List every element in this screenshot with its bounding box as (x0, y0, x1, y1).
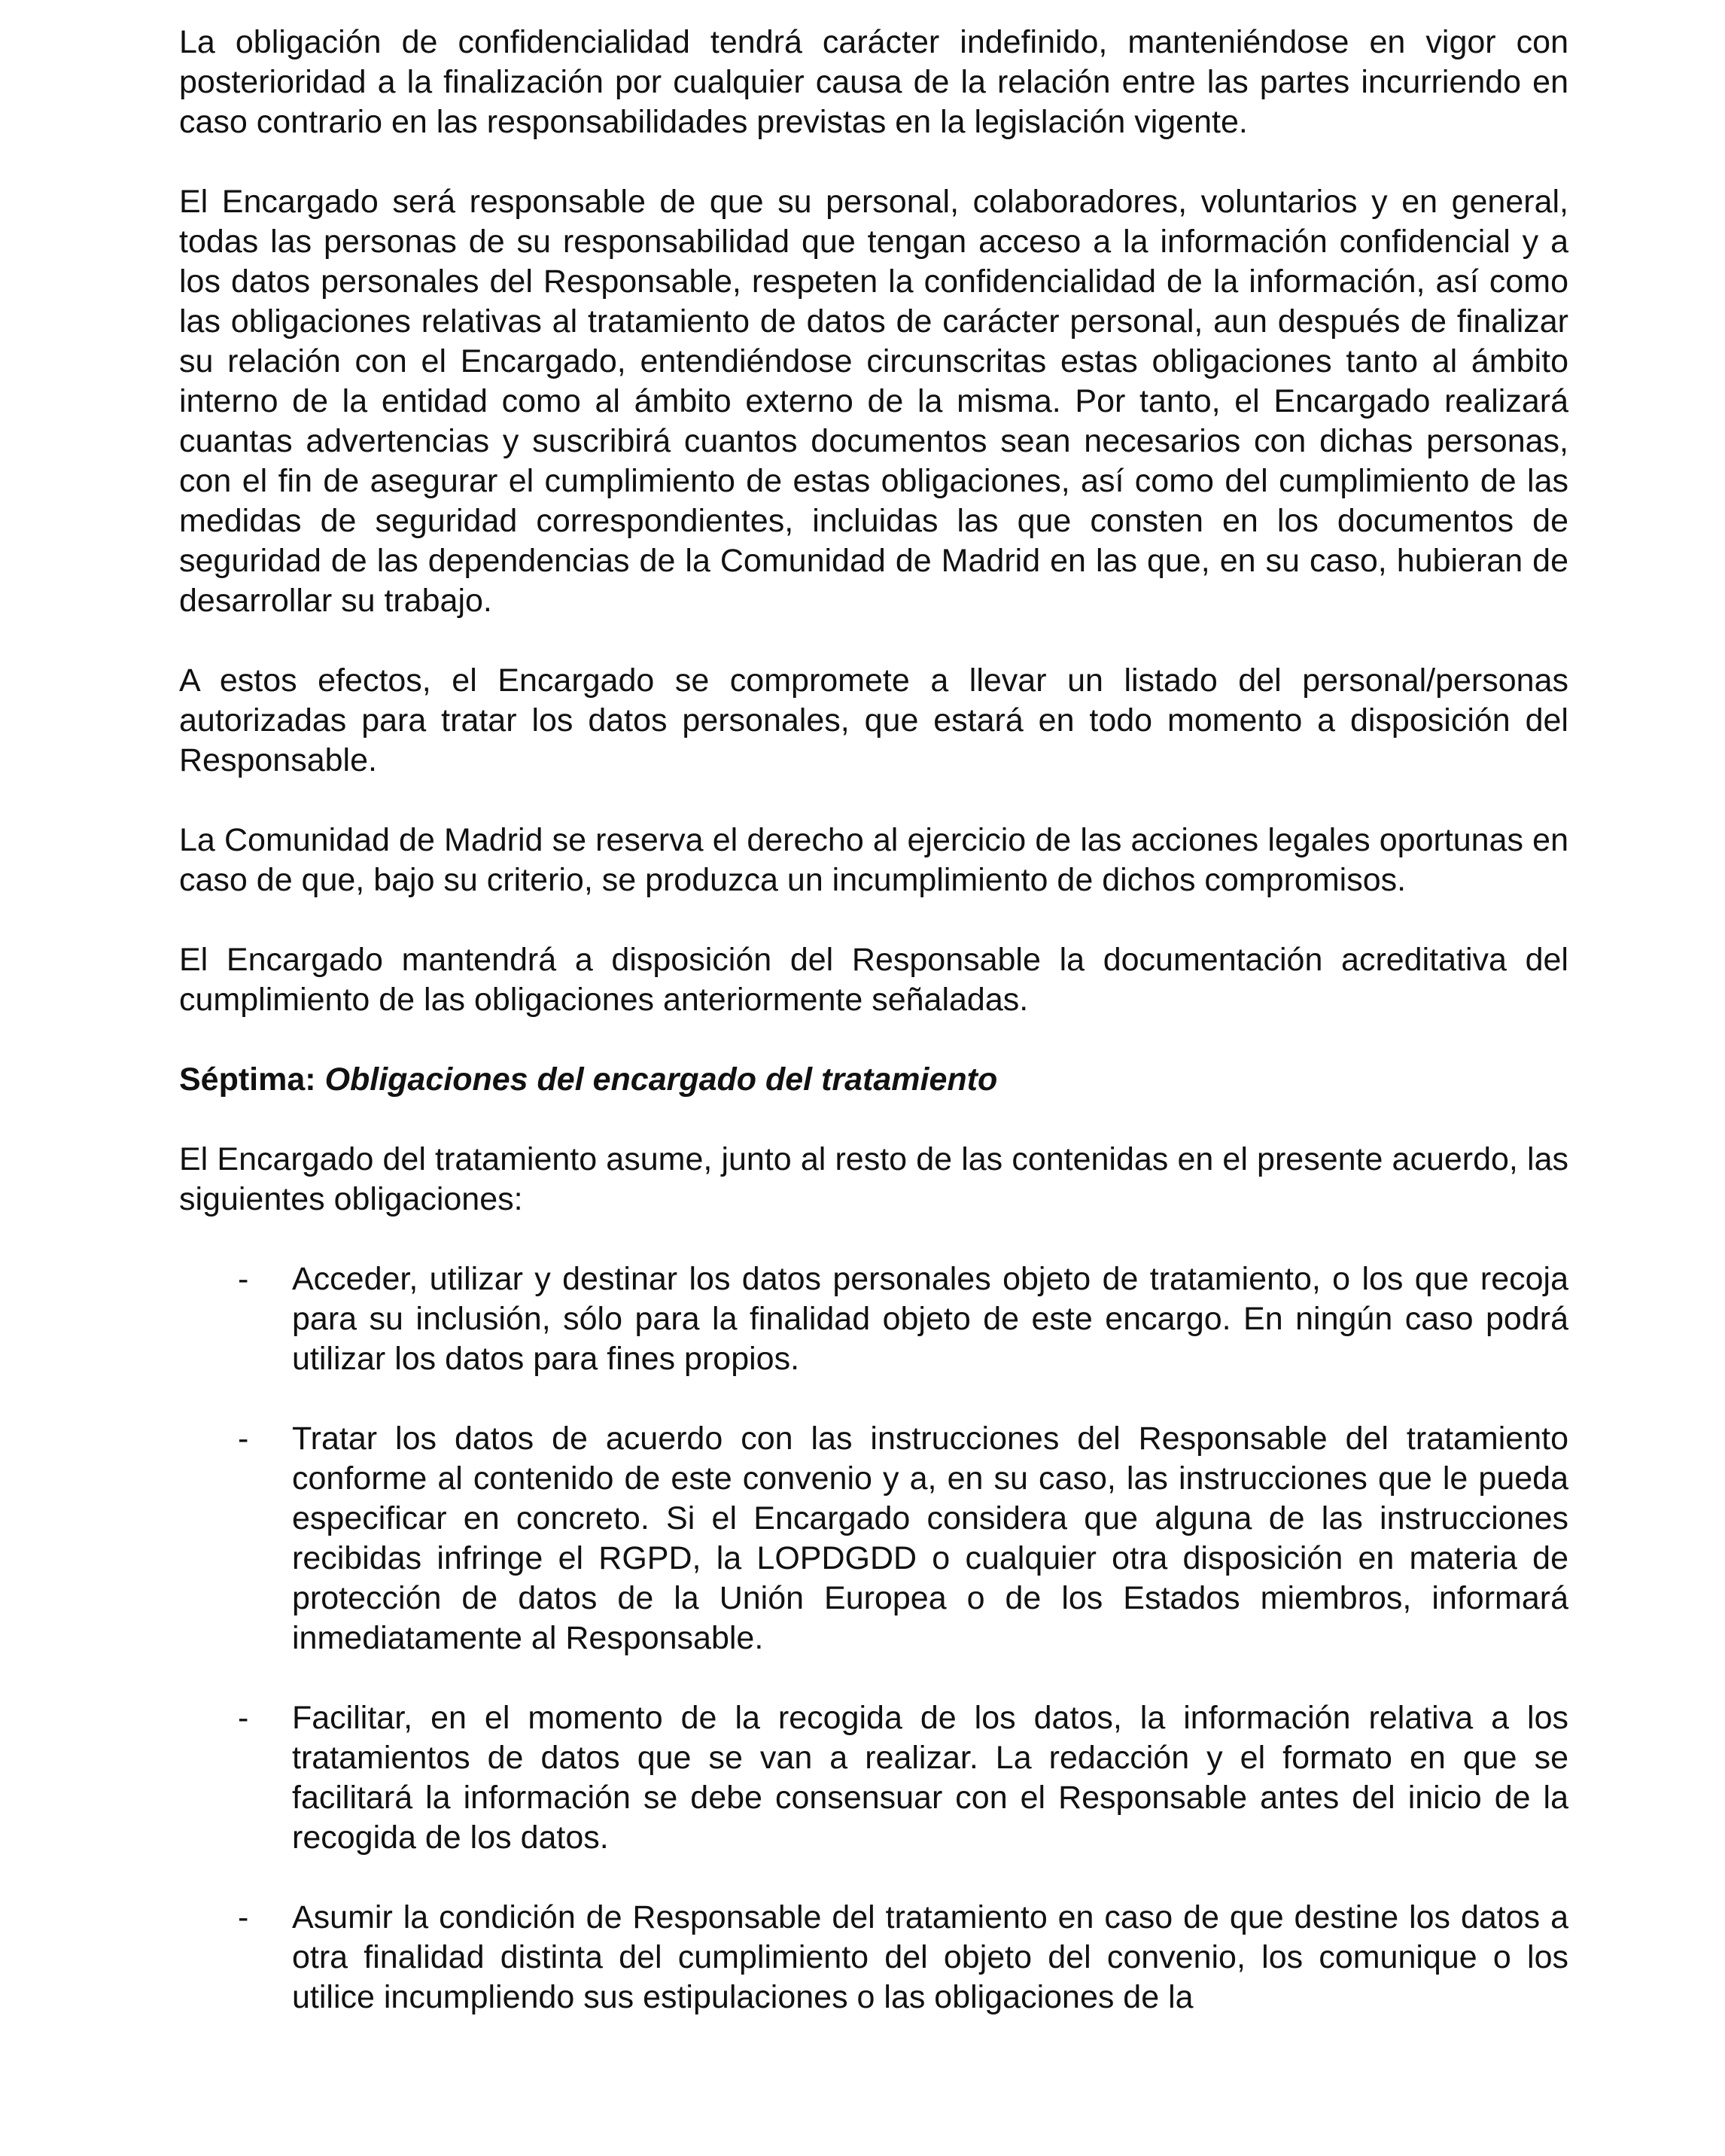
obligations-list (179, 1259, 1568, 2017)
paragraph-legal-actions: La Comunidad de Madrid se reserva el derecho al ejercicio de las acciones legales oportunas en caso de que, bajo su criterio, se produzca un incumplimiento de dichos compromisos. (179, 822, 1568, 898)
section-title: Obligaciones del encargado del tratamiento (324, 1061, 998, 1098)
section-label: Séptima: (179, 1061, 316, 1098)
section-intro: El Encargado del tratamiento asume, junto al resto de las contenidas en el presente acuerdo, las siguientes obligaciones: (179, 1141, 1568, 1217)
list-item-text: Asumir la condición de Responsable del tratamiento en caso de que destine los datos a otra finalidad distinta del cumplimiento del objeto del convenio, los comunique o los utilice incumpliendo sus estipulaciones o las obligaciones de la (292, 1899, 1568, 2015)
paragraph-personnel-responsibility: El Encargado será responsable de que su personal, colaboradores, voluntarios y en general, todas las personas de su responsabilidad que tengan acceso a la información confidencial y a los datos personales del Responsable, respeten la confidencialidad de la información, así como las obligaciones relativas al tratamiento de datos de carácter personal, aun después de finalizar su relación con el Encargado, entendiéndose circunscritas estas obligaciones tanto al ámbito interno de la entidad como al ámbito externo de la misma. Por tanto, el Encargado realizará cuantas advertencias y suscribirá cuantos documentos sean necesarios con dichas personas, con el fin de asegurar el cumplimiento de estas obligaciones, así como del cumplimiento de las medidas de seguridad correspondientes, incluidas las que consten en los documentos de seguridad de las dependencias de la Comunidad de Madrid en las que, en su caso, hubieran de desarrollar su trabajo. (179, 184, 1568, 619)
list-dash: - (238, 1700, 249, 1736)
list-item (179, 1259, 1568, 1379)
list-item-text: Facilitar, en el momento de la recogida de los datos, la información relativa a los tratamientos de datos que se van a realizar. La redacción y el formato en que se facilitará la información se debe consensuar con el Responsable antes del inicio de la recogida de los datos. (292, 1700, 1568, 1856)
list-item-text: Tratar los datos de acuerdo con las instrucciones del Responsable del tratamiento conforme al contenido de este convenio y a, en su caso, las instrucciones que le pueda especificar en concreto. Si el Encargado considera que alguna de las instrucciones recibidas infringe el RGPD, la LOPDGDD o cualquier otra disposición en materia de protección de datos de la Unión Europea o de los Estados miembros, informará inmediatamente al Responsable. (292, 1421, 1568, 1656)
document-page (179, 23, 1568, 2057)
list-dash: - (238, 1421, 249, 1457)
list-item (179, 1419, 1568, 1658)
paragraph-documentation: El Encargado mantendrá a disposición del Responsable la documentación acreditativa del cumplimiento de las obligaciones anteriormente señaladas. (179, 942, 1568, 1018)
paragraph-confidentiality-duration: La obligación de confidencialidad tendrá carácter indefinido, manteniéndose en vigor con posterioridad a la finalización por cualquier causa de la relación entre las partes incurriendo en caso contrario en las responsabilidades previstas en la legislación vigente. (179, 24, 1568, 140)
paragraph-authorized-list: A estos efectos, el Encargado se compromete a llevar un listado del personal/personas autorizadas para tratar los datos personales, que estará en todo momento a disposición del Responsable. (179, 662, 1568, 778)
list-dash: - (238, 1261, 249, 1297)
section-heading (179, 1060, 1568, 1100)
list-item (179, 1898, 1568, 2017)
list-item-text: Acceder, utilizar y destinar los datos personales objeto de tratamiento, o los que recoja para su inclusión, sólo para la finalidad objeto de este encargo. En ningún caso podrá utilizar los datos para fines propios. (292, 1261, 1568, 1377)
list-item (179, 1698, 1568, 1858)
list-dash: - (238, 1899, 249, 1935)
